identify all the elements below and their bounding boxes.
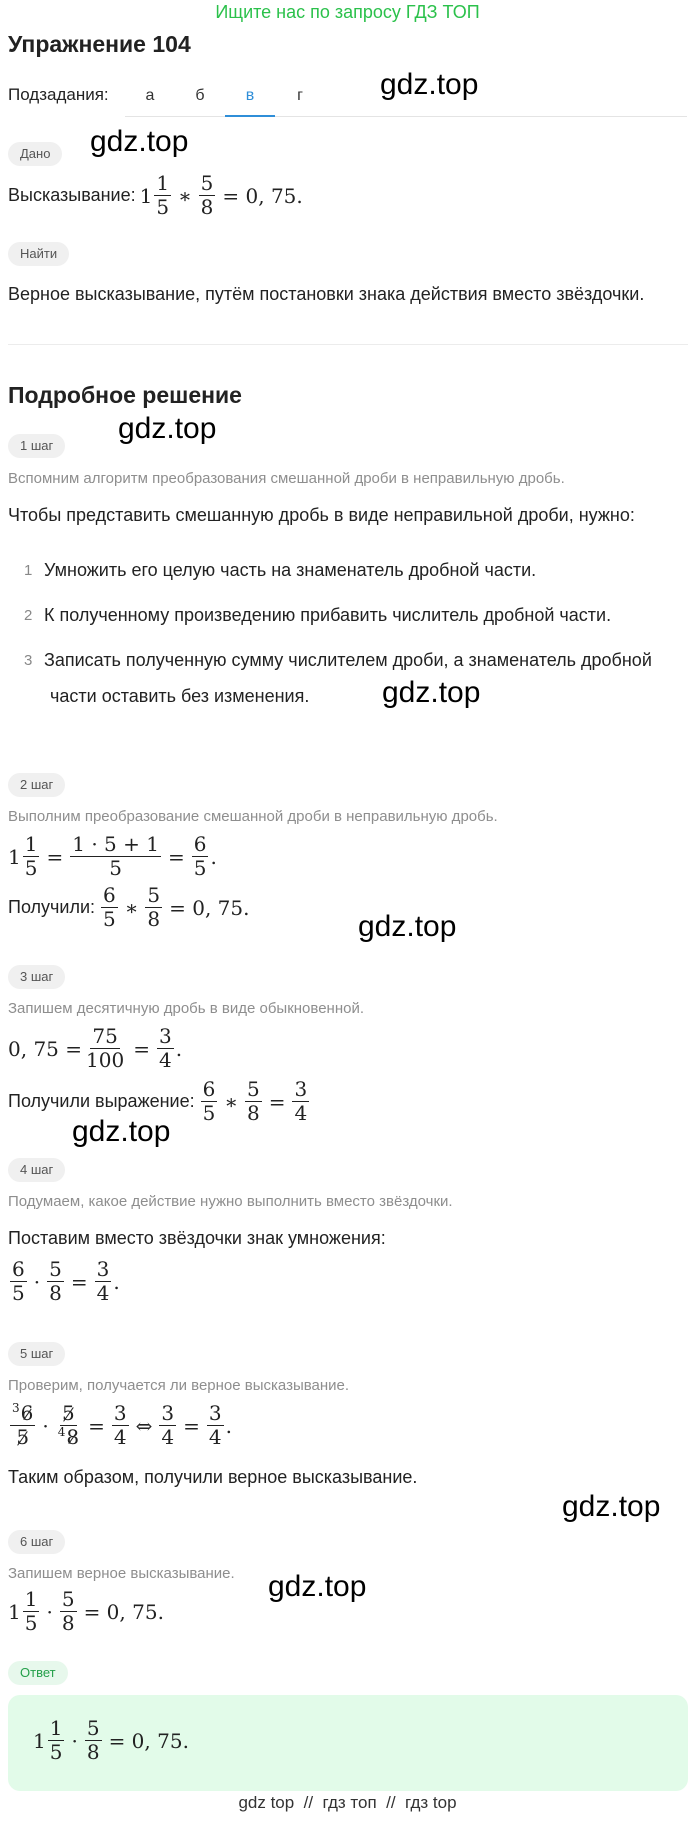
list-number: 3 xyxy=(24,652,33,669)
watermark: gdz.top xyxy=(358,910,457,943)
search-banner: Ищите нас по запросу ГДЗ ТОП xyxy=(215,2,480,22)
fraction: $\frac{3}{4}$ xyxy=(113,1401,127,1449)
list-item-continuation: части оставить без изменения. xyxy=(50,686,310,706)
step-text: Поставим вместо звёздочки знак умножения: xyxy=(8,1228,386,1248)
tab-g[interactable]: г xyxy=(297,87,303,104)
step-hint: Вспомним алгоритм преобразования смешанной дроби в неправильную дробь. xyxy=(8,470,565,487)
list-number: 2 xyxy=(24,607,33,624)
page-title: Упражнение 104 xyxy=(8,31,191,57)
step-math: $\frac{6}{5}$ · $\frac{5}{8}$ = $\frac{3}{4}$ . xyxy=(12,1257,120,1305)
fraction: $\frac{1}{5}$ xyxy=(156,171,170,219)
math-whole: 1 xyxy=(139,183,153,208)
fraction: $\frac{3}{4}$ xyxy=(158,1024,172,1072)
solution-title: Подробное решение xyxy=(8,382,242,408)
fraction: $\frac{75}{100}$ xyxy=(86,1024,125,1072)
iff-symbol: ⇔ xyxy=(135,1413,153,1438)
fraction: $\frac{5}{8}$ xyxy=(147,883,161,931)
step-badge: 1 шаг xyxy=(8,434,65,458)
math-operator: ∗ xyxy=(178,183,192,208)
find-badge: Найти xyxy=(8,242,69,266)
fraction: $\frac{5}{8}$ xyxy=(200,171,214,219)
step-hint: Запишем верное высказывание. xyxy=(8,1565,235,1582)
fraction: $\frac{6}{5}$ xyxy=(103,883,116,931)
step-badge: 6 шаг xyxy=(8,1530,65,1554)
fraction: $\frac{6}{5}$ xyxy=(12,1257,25,1305)
step-text: Таким образом, получили верное высказывание. xyxy=(8,1467,418,1487)
given-statement xyxy=(8,172,308,219)
step-result: Получили выражение: $\frac{6}{5}$ ∗ $\frac{5}{8}$ = $\frac{3}{4}$ xyxy=(8,1077,308,1125)
list-number: 1 xyxy=(24,562,33,579)
tab-a[interactable]: а xyxy=(145,87,155,104)
given-badge: Дано xyxy=(8,142,62,166)
step-result: Получили: $\frac{6}{5}$ ∗ $\frac{5}{8}$ = 0, 75. xyxy=(8,883,250,931)
fraction: $\frac{1 \cdot 5 + 1}{5}$ xyxy=(72,832,159,880)
fraction: $\frac{6}{5}$ xyxy=(202,1077,216,1125)
watermark: gdz.top xyxy=(380,68,479,101)
step-badge: 3 шаг xyxy=(8,965,65,989)
step-text: Чтобы представить смешанную дробь в виде неправильной дроби, нужно: xyxy=(8,505,635,525)
fraction: $\frac{3}{4}$ xyxy=(96,1257,110,1305)
find-text: Верное высказывание, путём постановки знака действия вместо звёздочки. xyxy=(8,284,645,304)
result-label: Получили выражение: xyxy=(8,1091,195,1111)
fraction: $\frac{5}{8}$ xyxy=(61,1587,75,1635)
fraction: $\frac{5}{8}$ xyxy=(49,1257,62,1305)
tab-b[interactable]: б xyxy=(195,87,205,104)
fraction: $\frac{5}{8}$ xyxy=(86,1716,100,1764)
fraction: $\frac{1}{5}$ xyxy=(24,832,38,880)
watermark: gdz.top xyxy=(72,1115,171,1148)
step-math: 0, 75 = $\frac{75}{100}$ = $\frac{3}{4}$ . xyxy=(8,1024,183,1072)
fraction: $\frac{5}{^48}$ xyxy=(57,1401,80,1449)
answer-badge: Ответ xyxy=(8,1661,68,1685)
footer-links[interactable]: gdz top // гдз топ // гдз top xyxy=(238,1793,457,1812)
step-math: 1 $\frac{1}{5}$ = $\frac{1 \cdot 5 + 1}{5}$ = $\frac{6}{5}$ . xyxy=(8,832,217,880)
watermark: gdz.top xyxy=(382,676,481,709)
math-rhs: = 0, 75. xyxy=(222,183,303,208)
watermark: gdz.top xyxy=(562,1490,661,1523)
watermark: gdz.top xyxy=(90,125,189,158)
fraction: $\frac{5}{8}$ xyxy=(246,1077,260,1125)
step-badge: 2 шаг xyxy=(8,773,65,797)
watermark: gdz.top xyxy=(118,412,217,445)
step-hint: Подумаем, какое действие нужно выполнить вместо звёздочки. xyxy=(8,1193,453,1210)
fraction: $\frac{3}{4}$ xyxy=(294,1077,308,1125)
list-item: Умножить его целую часть на знаменатель дробной части. xyxy=(44,560,537,580)
fraction: $\frac{6}{5}$ xyxy=(193,832,207,880)
step-hint: Выполним преобразование смешанной дроби в неправильную дробь. xyxy=(8,808,498,825)
fraction: $\frac{^36}{5}$ xyxy=(12,1401,34,1449)
fraction: $\frac{1}{5}$ xyxy=(49,1716,63,1764)
step-math: $\frac{^36}{5}$ · $\frac{5}{^48}$ = $\frac{3}{4}$ ⇔ $\frac{3}{4}$ = $\frac{3}{4}$ . xyxy=(12,1401,232,1449)
answer-math: 1 $\frac{1}{5}$ · $\frac{5}{8}$ = 0, 75. xyxy=(33,1716,189,1764)
fraction: $\frac{3}{4}$ xyxy=(208,1401,222,1449)
list-item: Записать полученную сумму числителем дроби, а знаменатель дробной xyxy=(44,650,652,670)
fraction: $\frac{1}{5}$ xyxy=(24,1587,38,1635)
list-item: К полученному произведению прибавить числитель дробной части. xyxy=(44,605,612,625)
watermark: gdz.top xyxy=(268,1570,367,1603)
fraction: $\frac{3}{4}$ xyxy=(161,1401,175,1449)
given-label: Высказывание: xyxy=(8,185,136,205)
step-hint: Запишем десятичную дробь в виде обыкновенной. xyxy=(8,1000,365,1017)
result-label: Получили: xyxy=(8,897,96,917)
subtasks-label: Подзадания: xyxy=(8,85,109,104)
step-hint: Проверим, получается ли верное высказывание. xyxy=(8,1377,350,1394)
answer-box xyxy=(8,1695,688,1791)
step-badge: 5 шаг xyxy=(8,1342,65,1366)
tab-v[interactable]: в xyxy=(225,76,275,117)
divider xyxy=(8,344,688,345)
step-badge: 4 шаг xyxy=(8,1158,65,1182)
step-math: 1 $\frac{1}{5}$ · $\frac{5}{8}$ = 0, 75. xyxy=(8,1587,164,1635)
